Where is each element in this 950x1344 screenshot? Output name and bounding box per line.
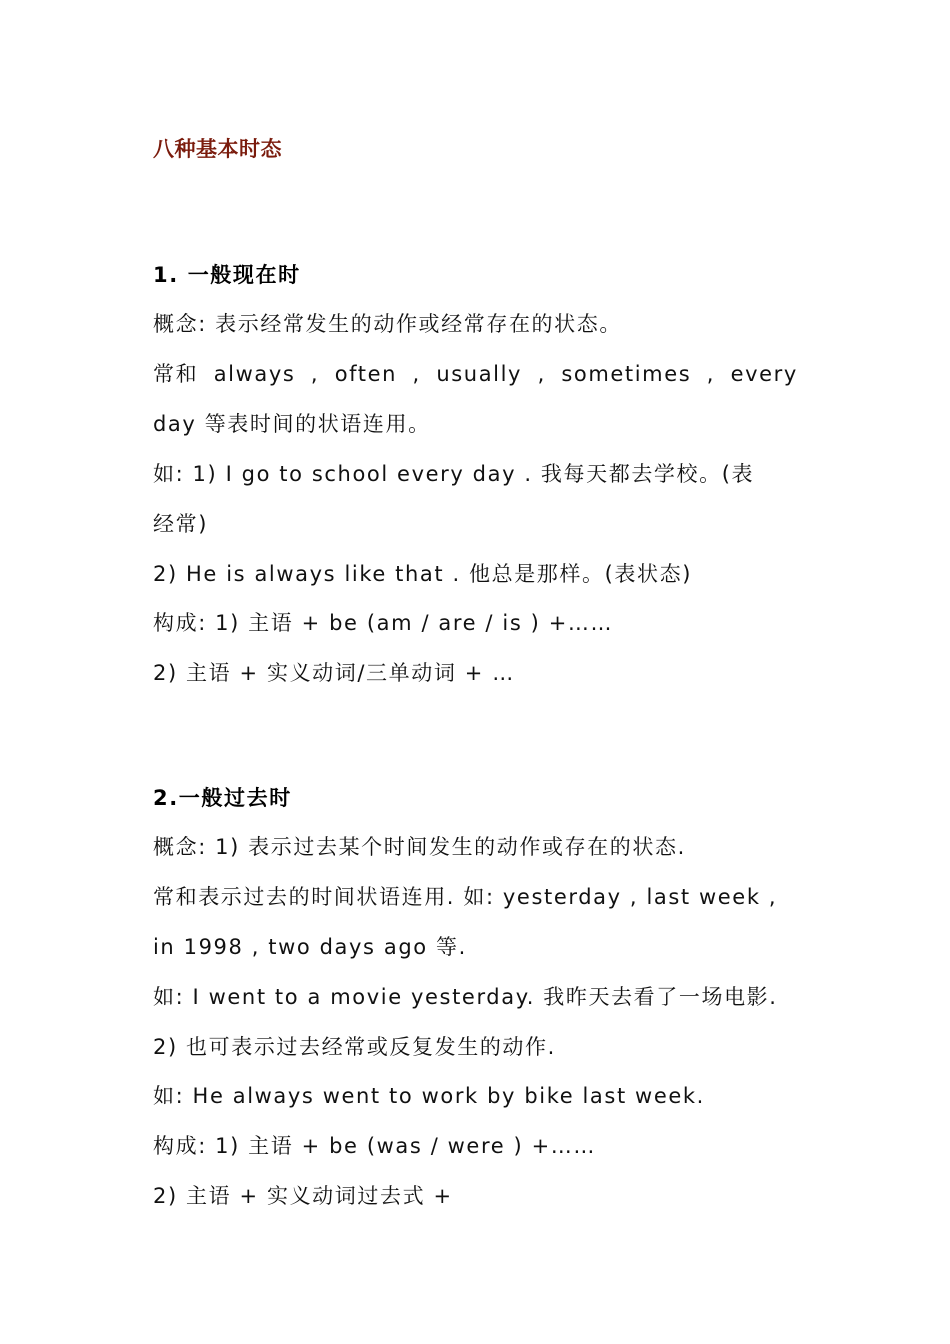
usage-word: , (412, 362, 421, 386)
usage-word: , (537, 362, 546, 386)
section-2-example-1: 如: I went to a movie yesterday. 我昨天去看了一场电影. (153, 985, 778, 1009)
section-2-usage-line-2: in 1998 , two days ago 等. (153, 935, 467, 959)
usage-word: often (334, 362, 398, 386)
section-1-example-1-line-1: 如: 1) I go to school every day . 我每天都去学校。(表 (153, 462, 755, 486)
section-1-usage-line-1 (153, 361, 798, 387)
section-2-concept: 概念: 1) 表示过去某个时间发生的动作或存在的状态. (153, 835, 686, 859)
usage-word: usually (436, 362, 523, 386)
section-1-example-2: 2) He is always like that . 他总是那样。(表状态) (153, 562, 692, 586)
section-1-usage-line-2: day 等表时间的状语连用。 (153, 412, 431, 436)
section-1-concept: 概念: 表示经常发生的动作或经常存在的状态。 (153, 312, 622, 336)
section-1-structure-2: 2) 主语 + 实义动词/三单动词 + … (153, 661, 515, 685)
section-2-structure-1: 构成: 1) 主语 + be (was / were ) +…… (153, 1134, 596, 1158)
usage-word: sometimes (561, 362, 692, 386)
usage-word: 常和 (153, 362, 199, 386)
usage-word: every (730, 362, 798, 386)
section-2-heading: 2.一般过去时 (153, 786, 292, 810)
usage-word: , (706, 362, 716, 386)
usage-word: , (310, 362, 320, 386)
section-2-usage-line-1: 常和表示过去的时间状语连用. 如: yesterday , last week , (153, 885, 778, 909)
section-2-structure-2: 2) 主语 + 实义动词过去式 + (153, 1184, 453, 1208)
section-2-example-2: 如: He always went to work by bike last week. (153, 1084, 705, 1108)
usage-word: always (213, 362, 296, 386)
section-1-structure-1: 构成: 1) 主语 + be (am / are / is ) +…… (153, 611, 614, 635)
section-1-example-1-line-2: 经常) (153, 512, 208, 536)
section-1-heading: 1. 一般现在时 (153, 263, 301, 287)
document-title: 八种基本时态 (153, 137, 282, 161)
section-2-concept-2: 2) 也可表示过去经常或反复发生的动作. (153, 1035, 556, 1059)
